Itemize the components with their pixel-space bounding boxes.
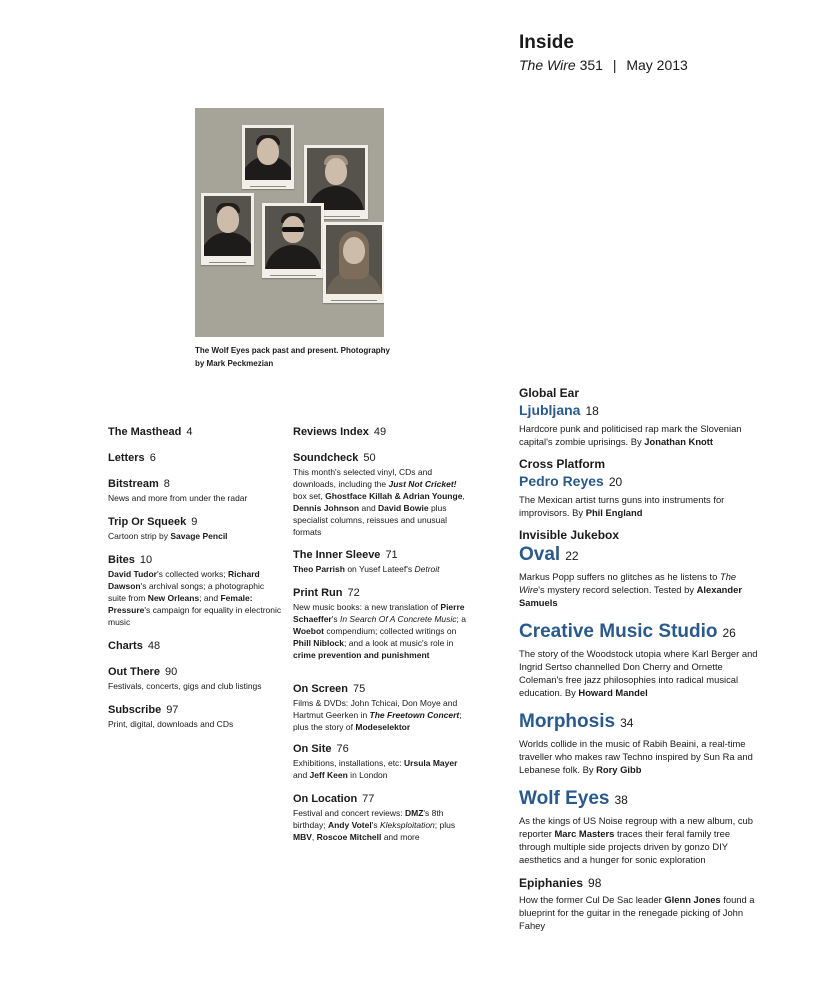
item-page: 48 — [147, 640, 161, 652]
feature-headline: Oval — [519, 544, 561, 565]
page-title: Inside — [519, 32, 574, 53]
section-label: Global Ear — [519, 386, 580, 400]
contents-item-trip-or-squeek[interactable] — [108, 515, 283, 542]
feature-headline: Creative Music Studio — [519, 621, 718, 642]
feature-page: 38 — [614, 793, 628, 807]
item-description: New music books: a new translation of Pierre Schaeffer's In Search Of A Concrete Music; a Woebot compendium; collected writings on Phill Niblock; and a look at music's role in crime prevention and punishment — [293, 602, 466, 660]
portrait-print-3 — [201, 193, 254, 265]
item-title: Out There — [108, 666, 160, 678]
item-page: 76 — [336, 743, 349, 755]
feature-headline: Pedro Reyes — [519, 473, 604, 489]
feature-description: The Mexican artist turns guns into instruments for improvisors. By Phil England — [519, 494, 725, 518]
item-page: 10 — [139, 554, 153, 566]
item-description: This month's selected vinyl, CDs and downloads, including the Just Not Cricket! box set, Ghostface Killah & Adrian Younge, Dennis Johnson and David Bowie plus specialist columns, reissues and unusual formats — [293, 467, 465, 537]
feature-creative-music-studio[interactable] — [519, 620, 764, 699]
item-title: Subscribe — [108, 704, 162, 716]
item-description: Films & DVDs: John Tchicai, Don Moye and Hartmut Geerken in The Freetown Concert; plus the story of Modeselektor — [293, 698, 462, 732]
portrait-print-4 — [262, 203, 324, 278]
section-label: Epiphanies — [519, 876, 584, 890]
cover-photo — [195, 108, 384, 337]
contents-item-bites[interactable] — [108, 553, 283, 628]
item-description: News and more from under the radar — [108, 493, 248, 503]
section-label: Cross Platform — [519, 457, 606, 471]
feature-description: Worlds collide in the music of Rabih Beaini, a real-time traveller who makes raw Techno inspired by Sun Ra and Lebanese folk. By Rory Gibb — [519, 738, 753, 775]
feature-description: Markus Popp suffers no glitches as he listens to The Wire's mystery record selection. Tested by Alexander Samuels — [519, 571, 742, 608]
feature-headline: Morphosis — [519, 711, 616, 732]
item-page: 72 — [347, 587, 360, 599]
feature-global-ear[interactable] — [519, 386, 764, 448]
portrait-print-5 — [323, 222, 384, 303]
contents-item-on-location[interactable] — [293, 792, 471, 843]
contents-item-masthead[interactable] — [108, 425, 283, 439]
contents-item-inner-sleeve[interactable] — [293, 548, 471, 575]
item-title: Soundcheck — [293, 452, 359, 464]
contents-item-on-site[interactable] — [293, 742, 471, 781]
item-title: Letters — [108, 452, 145, 464]
contents-item-subscribe[interactable] — [108, 703, 283, 730]
issue-separator: | — [612, 57, 617, 73]
feature-page: 26 — [722, 626, 736, 640]
item-title: Trip Or Squeek — [108, 516, 187, 528]
contents-item-reviews-index[interactable] — [293, 425, 471, 439]
item-page: 97 — [166, 704, 179, 716]
contents-header — [519, 32, 789, 75]
item-title: On Location — [293, 793, 358, 805]
contents-item-print-run[interactable] — [293, 586, 471, 661]
feature-page: 34 — [620, 716, 634, 730]
contents-item-out-there[interactable] — [108, 665, 283, 692]
feature-page: 22 — [565, 549, 579, 563]
item-description: David Tudor's collected works; Richard Dawson's archival songs; a photographic suite from New Orleans; and Female: Pressure's campaign for equality in electronic music — [108, 569, 282, 627]
issue-number: 351 — [579, 57, 603, 73]
item-title: On Screen — [293, 683, 349, 695]
magazine-name: The Wire — [519, 57, 576, 73]
item-page: 8 — [163, 478, 170, 490]
item-page: 6 — [149, 452, 156, 464]
item-description: Theo Parrish on Yusef Lateef's Detroit — [293, 564, 440, 574]
feature-description: Hardcore punk and politicised rap mark the Slovenian capital's zombie uprisings. By Jonathan Knott — [519, 423, 742, 447]
feature-epiphanies[interactable] — [519, 876, 764, 932]
item-page: 90 — [164, 666, 178, 678]
feature-page: 18 — [585, 404, 599, 418]
item-page: 50 — [363, 452, 376, 464]
item-page: 75 — [353, 683, 366, 695]
feature-morphosis[interactable] — [519, 710, 764, 776]
issue-line — [519, 55, 789, 75]
feature-page: 98 — [588, 876, 602, 890]
feature-invisible-jukebox[interactable] — [519, 528, 764, 609]
portrait-print-1 — [242, 125, 294, 189]
item-title: Reviews Index — [293, 426, 369, 438]
photo-caption: The Wolf Eyes pack past and present. Photography by Mark Peckmezian — [195, 346, 391, 368]
item-description: Exhibitions, installations, etc: Ursula Mayer and Jeff Keen in London — [293, 758, 458, 780]
item-page: 77 — [362, 793, 375, 805]
section-label: Invisible Jukebox — [519, 528, 620, 542]
item-title: Bitstream — [108, 478, 159, 490]
item-page: 49 — [373, 426, 387, 438]
issue-date: May 2013 — [626, 57, 688, 73]
item-title: On Site — [293, 743, 332, 755]
item-page: 4 — [186, 426, 193, 438]
item-description: Print, digital, downloads and CDs — [108, 719, 234, 729]
item-description: Festivals, concerts, gigs and club listings — [108, 681, 262, 691]
contents-item-bitstream[interactable] — [108, 477, 283, 504]
feature-description: As the kings of US Noise regroup with a new album, cub reporter Marc Masters traces their feral family tree through multiple side projects driven by gonzo DIY aesthetics and a hunger for sonic exploration — [519, 815, 753, 865]
contents-item-letters[interactable] — [108, 451, 283, 465]
feature-headline: Wolf Eyes — [519, 788, 610, 809]
feature-headline: Ljubljana — [519, 402, 581, 418]
feature-description: The story of the Woodstock utopia where Karl Berger and Ingrid Sertso channelled Don Cherry and Ornette Coleman's free jazz philosophies into radical musical education. By Howard Mandel — [519, 648, 758, 698]
item-page: 9 — [191, 516, 198, 528]
contents-item-soundcheck[interactable] — [293, 451, 471, 538]
feature-wolf-eyes[interactable] — [519, 787, 764, 866]
feature-page: 20 — [608, 475, 623, 489]
item-title: The Inner Sleeve — [293, 549, 381, 561]
contents-item-charts[interactable] — [108, 639, 283, 653]
item-description: Cartoon strip by Savage Pencil — [108, 531, 228, 541]
item-page: 71 — [385, 549, 398, 561]
item-title: Bites — [108, 554, 135, 566]
item-title: The Masthead — [108, 426, 182, 438]
feature-description: How the former Cul De Sac leader Glenn Jones found a blueprint for the guitar in the renegade picking of John Fahey — [519, 894, 755, 931]
item-description: Festival and concert reviews: DMZ's 8th birthday; Andy Votel's Kleksploitation; plus MBV, Roscoe Mitchell and more — [293, 808, 456, 842]
contents-item-on-screen[interactable] — [293, 682, 471, 733]
feature-cross-platform[interactable] — [519, 457, 764, 519]
item-title: Charts — [108, 640, 143, 652]
item-title: Print Run — [293, 587, 343, 599]
